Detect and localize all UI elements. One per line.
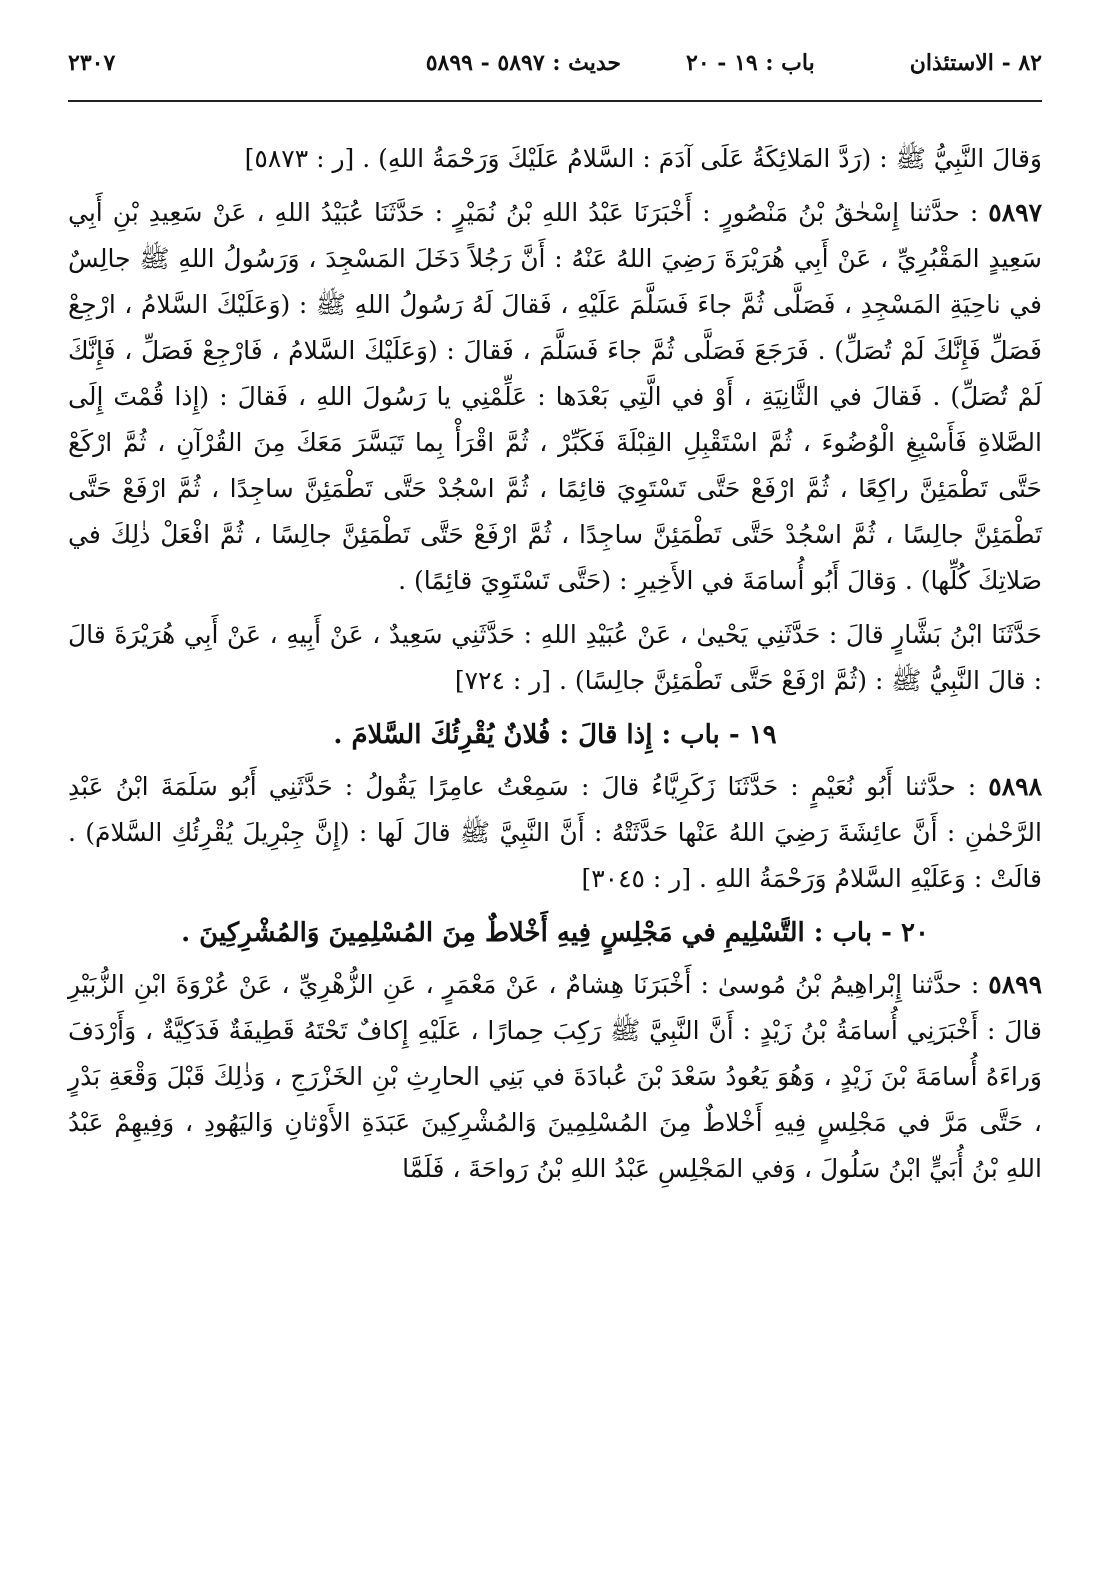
hadith-number: ٥٨٩٩ — [988, 970, 1042, 999]
bab-20-heading: ٢٠ - باب : التَّسْلِيمِ في مَجْلِسٍ فِيهِ أَخْلاطٌ مِنَ المُسْلِمِينَ وَالمُشْرِكِينَ . — [181, 918, 929, 948]
header-rule — [68, 100, 1042, 102]
hadith-text: : حدَّثنا أَبُو نُعَيْمٍ : حَدَّثَنَا زَكَرِيَّاءُ قالَ : سَمِعْتُ عامِرًا يَقُولُ : حَدَّثَنِي أَبُو سَلَمَةَ ابْنُ عَبْدِ الرَّحْمٰنِ : أَنَّ عائِشَةَ رَضِيَ اللهُ عَنْها حَدَّثَتْهُ : أَنَّ النَّبِيَّ ﷺ قالَ لَها : (إِنَّ جِبْرِيلَ يُقْرِئُكِ السَّلامَ) . قالَتْ : وَعَلَيْهِ السَّلامُ وَرَحْمَةُ اللهِ . [ر : ٣٠٤٥] — [68, 772, 1042, 893]
hadith-text: : حدَّثنا إِسْحٰقُ بْنُ مَنْصُورٍ : أَخْبَرَنَا عَبْدُ اللهِ بْنُ نُمَيْرٍ : حَدَّثَنَا عُبَيْدُ اللهِ ، عَنْ سَعِيدِ بْنِ أَبِي سَعِيدٍ المَقْبُرِيِّ ، عَنْ أَبِي هُرَيْرَةَ رَضِيَ اللهُ عَنْهُ : أَنَّ رَجُلاً دَخَلَ المَسْجِدَ ، وَرَسُولُ اللهِ ﷺ جالِسٌ في ناحِيَةِ المَسْجِدِ ، فَصَلَّى ثُمَّ جاءَ فَسَلَّمَ عَلَيْهِ ، فَقالَ لَهُ رَسُولُ اللهِ ﷺ : (وَعَلَيْكَ السَّلامُ ، ارْجِعْ فَصَلِّ فَإِنَّكَ لَمْ تُصَلِّ) . فَرَجَعَ فَصَلَّى ثُمَّ جاءَ فَسَلَّمَ ، فَقالَ : (وَعَلَيْكَ السَّلامُ ، فَارْجِعْ فَصَلِّ ، فَإِنَّكَ لَمْ تُصَلِّ) . فَقالَ في الثَّانِيَةِ ، أَوْ في الَّتِي بَعْدَها : عَلِّمْنِي يا رَسُولَ اللهِ ، فَقالَ : (إِذا قُمْتَ إِلَى الصَّلاةِ فَأَسْبِغِ الْوُضُوءَ ، ثُمَّ اسْتَقْبِلِ القِبْلَةَ فَكَبِّرْ ، ثُمَّ اقْرَأْ بِما تَيَسَّرَ مَعَكَ مِنَ القُرْآنِ ، ثُمَّ ارْكَعْ حَتَّى تَطْمَئِنَّ راكِعًا ، ثُمَّ ارْفَعْ حَتَّى تَسْتَوِيَ قائِمًا ، ثُمَّ اسْجُدْ حَتَّى تَطْمَئِنَّ ساجِدًا ، ثُمَّ ارْفَعْ حَتَّى تَطْمَئِنَّ جالِسًا ، ثُمَّ اسْجُدْ حَتَّى تَطْمَئِنَّ ساجِدًا ، ثُمَّ ارْفَعْ حَتَّى تَطْمَئِنَّ جالِسًا ، ثُمَّ افْعَلْ ذٰلِكَ في صَلاتِكَ كُلِّها) . وَقالَ أَبُو أُسامَةَ في الأَخِيرِ : (حَتَّى تَسْتَوِيَ قائِمًا) . — [68, 198, 1042, 595]
bab-19-heading: ١٩ - باب : إِذا قالَ : فُلانٌ يُقْرِئُكَ السَّلامَ . — [333, 720, 777, 750]
chapter-title: ٨٢ - الاستئذان — [909, 50, 1042, 76]
page-header — [68, 50, 1042, 94]
hadith-number: ٥٨٩٧ — [988, 198, 1042, 227]
document-body — [68, 136, 1042, 1192]
hadith-5898 — [68, 764, 1042, 902]
bab-range: باب : ١٩ - ٢٠ — [686, 50, 815, 76]
hadith-range: حديث : ٥٨٩٧ - ٥٨٩٩ — [425, 50, 621, 76]
paragraph-3 — [68, 612, 1042, 704]
paragraph-1 — [68, 136, 1042, 182]
document-page — [68, 50, 1042, 1200]
hadith-text: : حدَّثنا إِبْراهِيمُ بْنُ مُوسىٰ : أَخْبَرَنَا هِشامٌ ، عَنْ مَعْمَرٍ ، عَنِ الزُّهْرِيِّ ، عَنْ عُرْوَةَ ابْنِ الزُّبَيْرِ قالَ : أَخْبَرَنِي أُسامَةُ بْنُ زَيْدٍ : أَنَّ النَّبِيَّ ﷺ رَكِبَ حِمارًا ، عَلَيْهِ إِكافٌ تَحْتَهُ قَطِيفَةٌ فَدَكِيَّةٌ ، وَأَرْدَفَ وَراءَهُ أُسامَةَ بْنَ زَيْدٍ ، وَهُوَ يَعُودُ سَعْدَ بْنَ عُبادَةَ في بَنِي الحارِثِ بْنِ الخَزْرَجِ ، وَذٰلِكَ قَبْلَ وَقْعَةِ بَدْرٍ ، حَتَّى مَرَّ في مَجْلِسٍ فِيهِ أَخْلاطٌ مِنَ المُسْلِمِينَ وَالمُشْرِكِينَ عَبَدَةِ الأَوْثانِ وَاليَهُودِ ، وَفِيهِمْ عَبْدُ اللهِ بْنُ أُبَيٍّ ابْنُ سَلُولَ ، وَفي المَجْلِسِ عَبْدُ اللهِ بْنُ رَواحَةَ ، فَلَمَّا — [68, 970, 1043, 1183]
page-number: ٢٣٠٧ — [68, 50, 116, 76]
hadith-number: ٥٨٩٨ — [988, 772, 1042, 801]
hadith-5899 — [68, 962, 1042, 1192]
hadith-5897 — [68, 190, 1042, 604]
paragraph-3-text: حَدَّثَنَا ابْنُ بَشَّارٍ قالَ : حَدَّثَنِي يَحْيىٰ ، عَنْ عُبَيْدِ اللهِ : حَدَّثَنِي سَعِيدٌ ، عَنْ أَبِيهِ ، عَنْ أَبِي هُرَيْرَةَ قالَ : قالَ النَّبِيُّ ﷺ : (ثُمَّ ارْفَعْ حَتَّى تَطْمَئِنَّ جالِسًا) . [ر : ٧٢٤] — [68, 620, 1042, 695]
paragraph-1-text: وَقالَ النَّبِيُّ ﷺ : (رَدَّ المَلائِكَةُ عَلَى آدَمَ : السَّلامُ عَلَيْكَ وَرَحْمَةُ اللهِ) . [ر : ٥٨٧٣] — [244, 144, 1042, 173]
